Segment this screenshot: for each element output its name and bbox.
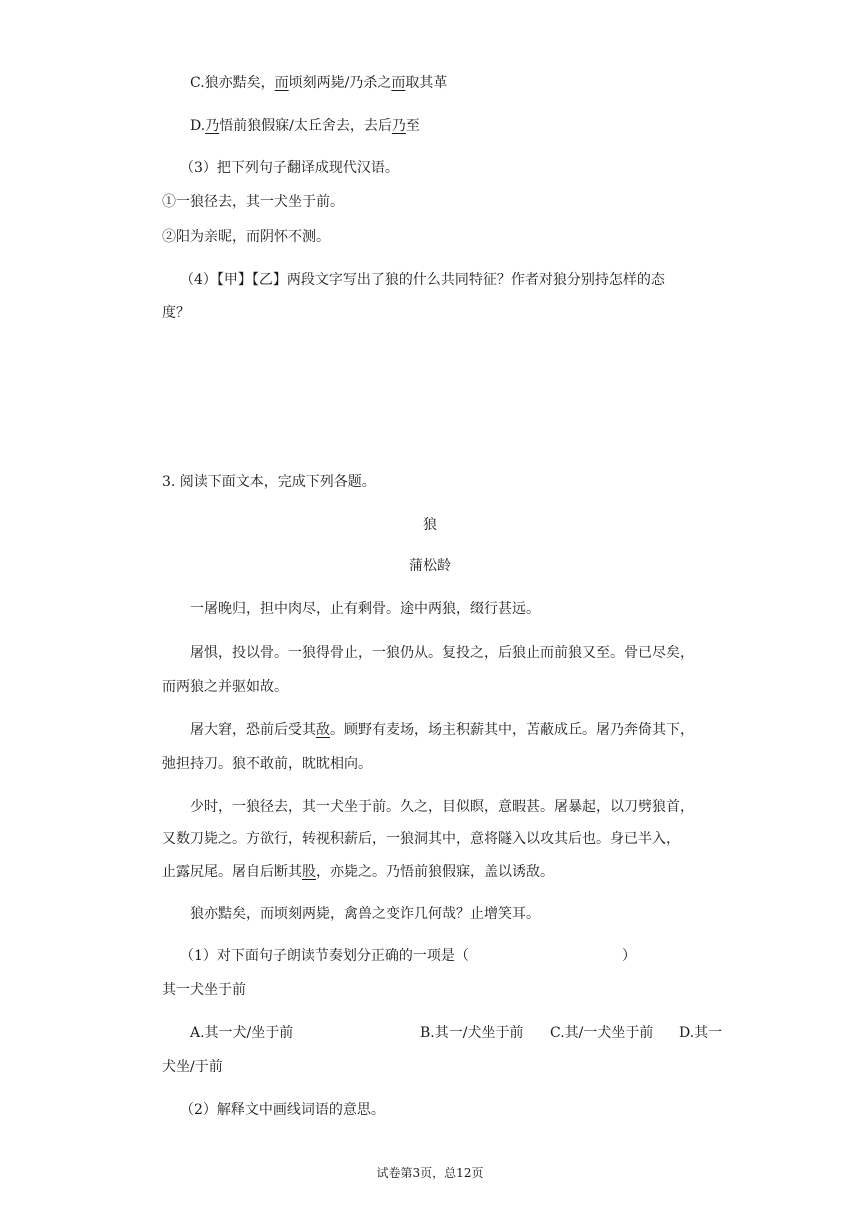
section-3-heading: 3. 阅读下面文本，完成下列各题。 [162, 474, 376, 490]
paragraph-4-line-1: 少时，一狼径去，其一犬坐于前。久之，目似瞑，意暇甚。屠暴起，以刀劈狼首， [190, 799, 694, 815]
question-3-item-1: ①一狼径去，其一犬坐于前。 [162, 194, 344, 210]
paragraph-3-line-2: 弛担持刀。狼不敢前，眈眈相向。 [162, 756, 372, 772]
option-d2-continued: 犬坐/于前 [162, 1059, 223, 1075]
underlined-word: 敌 [316, 722, 330, 738]
question-4-line-1: （4）【甲】【乙】两段文字写出了狼的什么共同特征？作者对狼分别持怎样的态 [180, 272, 665, 288]
underlined-word: 股 [302, 864, 316, 880]
text: 止露尻尾。屠自后断其 [162, 864, 302, 880]
text: 悟前狼假寐/太丘舍去，去后 [219, 118, 392, 134]
question-1: （1）对下面句子朗读节奏划分正确的一项是（ [180, 948, 469, 964]
option-b: B.其一/犬坐于前 [420, 1025, 524, 1041]
text: 取其革 [405, 75, 448, 91]
option-c [190, 73, 447, 93]
underlined-word: 乃 [391, 118, 406, 134]
underlined-word: 乃 [205, 118, 220, 134]
question-3-item-2: ②阳为亲昵，而阴怀不测。 [162, 229, 330, 245]
underlined-word: 而 [274, 75, 289, 91]
question-3: （3）把下列句子翻译成现代汉语。 [180, 160, 399, 176]
paragraph-3-line-1 [190, 720, 694, 740]
question-1-close-paren: ） [622, 948, 636, 964]
page-footer: 试卷第3页，总12页 [376, 1166, 484, 1180]
option-d2: D.其一 [679, 1025, 723, 1041]
text: D. [190, 118, 206, 134]
text: ，亦毙之。乃悟前狼假寐，盖以诱敌。 [316, 864, 554, 880]
option-d [190, 116, 420, 136]
text: 屠大窘，恐前后受其 [190, 722, 316, 738]
underlined-word: 而 [391, 75, 406, 91]
text: 。顾野有麦场，场主积薪其中，苫蔽成丘。屠乃奔倚其下， [330, 722, 694, 738]
paragraph-2-line-1: 屠惧，投以骨。一狼得骨止，一狼仍从。复投之，后狼止而前狼又至。骨已尽矣， [190, 645, 694, 661]
option-a: A.其一犬/坐于前 [190, 1025, 294, 1041]
paragraph-4-line-3 [162, 862, 554, 882]
option-c2: C.其/一犬坐于前 [550, 1025, 654, 1041]
paragraph-1: 一屠晚归，担中肉尽，止有剩骨。途中两狼，缀行甚远。 [190, 601, 540, 617]
text: 顷刻两毙/乃杀之 [288, 75, 392, 91]
paragraph-5: 狼亦黠矣，而顷刻两毙，禽兽之变诈几何哉？止增笑耳。 [190, 906, 540, 922]
text: C.狼亦黠矣， [190, 75, 275, 91]
paragraph-2-line-2: 而两狼之并驱如故。 [162, 679, 288, 695]
question-4-line-2: 度？ [162, 305, 190, 321]
paragraph-4-line-2: 又数刀毙之。方欲行，转视积薪后，一狼洞其中，意将隧入以攻其后也。身已半入， [162, 831, 680, 847]
text: 至 [405, 118, 420, 134]
question-1-sentence: 其一犬坐于前 [162, 982, 246, 998]
question-2: （2）解释文中画线词语的意思。 [180, 1102, 385, 1118]
passage-title: 狼 [423, 517, 437, 533]
passage-author: 蒲松龄 [409, 558, 451, 574]
